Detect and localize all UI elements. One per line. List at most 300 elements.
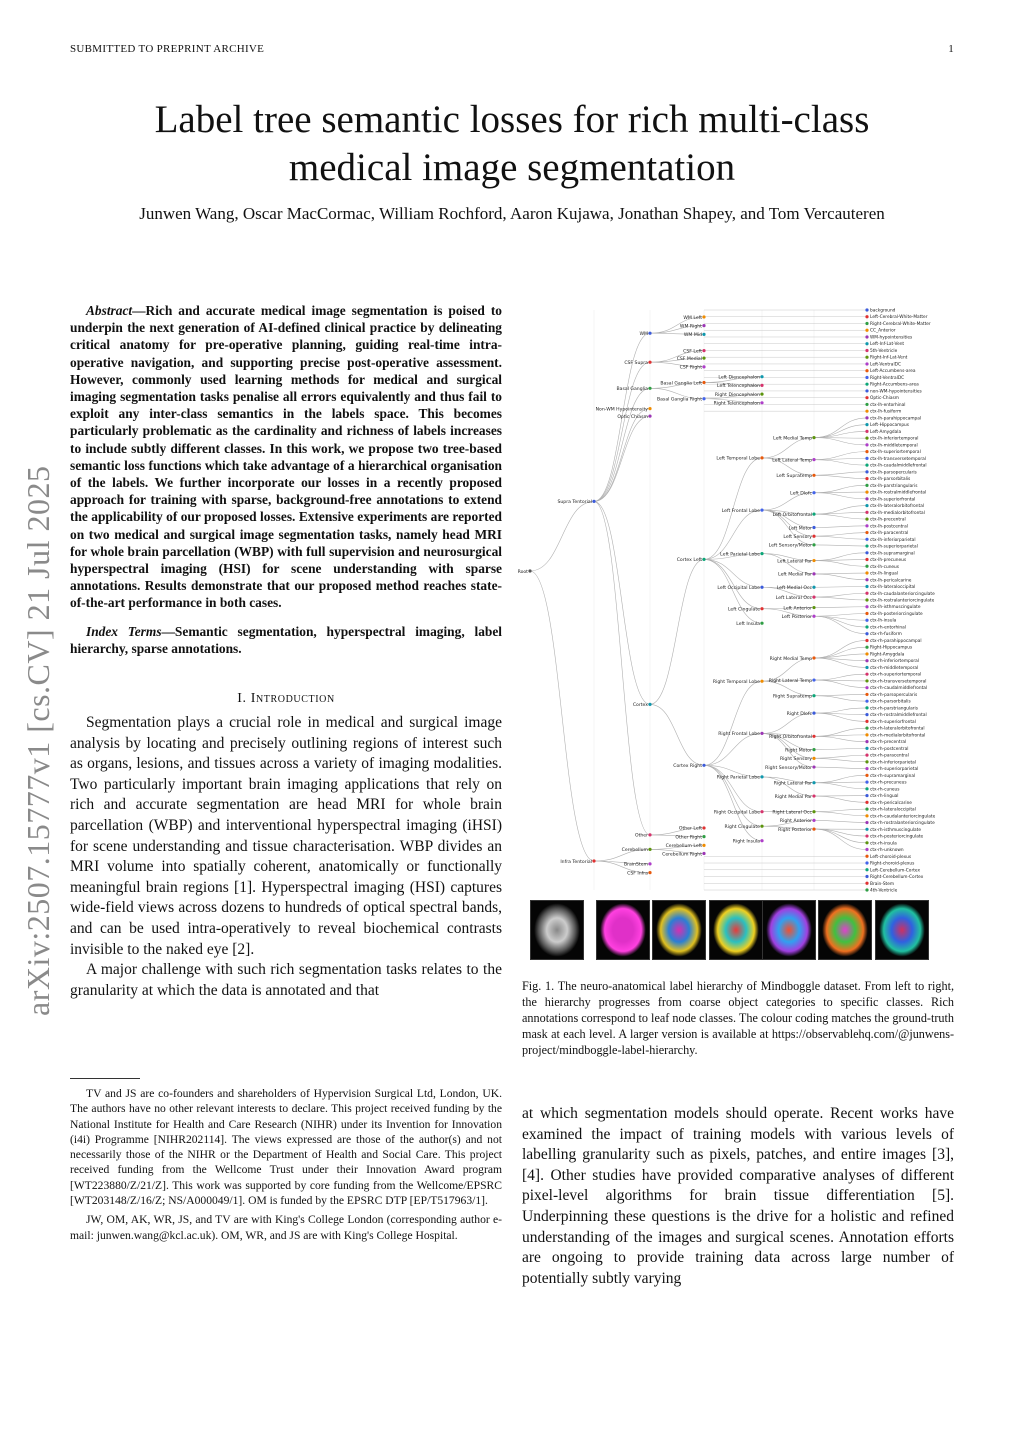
leaf-label: ctx-lh-pericalcarine: [870, 578, 912, 584]
node-label-level3: Cortex Right: [673, 764, 702, 770]
tree-node: [865, 700, 868, 703]
node-label-level4: Left Telencephalon: [717, 384, 760, 390]
tree-node: [865, 497, 868, 500]
tree-node: [865, 511, 868, 514]
node-label-level5: Right Medial Temp: [769, 656, 812, 662]
leaf-label: ctx-lh-paracentral: [870, 531, 909, 537]
leaf-label: ctx-lh-lingual: [870, 571, 898, 577]
node-label-level2: Non-WM Hypointensity: [595, 407, 648, 413]
leaf-label: ctx-rh-medialorbitofrontal: [870, 733, 926, 739]
tree-node: [702, 357, 705, 360]
leaf-label: ctx-lh-medialorbitofrontal: [870, 510, 925, 516]
tree-edge: [814, 829, 867, 849]
leaf-label: ctx-rh-superiorfrontal: [870, 719, 916, 725]
tree-edge: [594, 362, 650, 501]
leaf-label: ctx-lh-precuneus: [870, 558, 907, 564]
leaf-label: ctx-rh-entorhinal: [870, 625, 906, 631]
footnotes: [70, 1086, 502, 1243]
tree-node: [812, 543, 815, 546]
node-label-level5: Right Lateral Occ: [772, 810, 812, 816]
tree-edge: [814, 640, 867, 658]
node-label-level4: Right Insula: [732, 839, 760, 845]
tree-node: [865, 619, 868, 622]
node-label-level2: Other: [634, 833, 648, 839]
leaf-label: ctx-lh-posteriorcingulate: [870, 611, 923, 617]
leaf-label: ctx-rh-isthmuscingulate: [870, 827, 921, 833]
tree-edge: [814, 536, 867, 539]
figure-caption: Fig. 1. The neuro-anatomical label hierarchy of Mindboggle dataset. From left to right, the hierarchy progresses from coarse object categories to specific classes. Rich annotations correspond to leaf node classes. The colour coding matches the ground-truth mask at each level. A larger version is available at https://observablehq.com/@junwens-project/mindboggle-label-hierarchy.: [522, 979, 954, 1057]
tree-edge: [814, 506, 867, 515]
leaf-label: ctx-lh-cuneus: [870, 564, 900, 570]
arxiv-stamp: arXiv:2507.15777v1 [cs.CV] 21 Jul 2025: [20, 465, 56, 1016]
leaf-label: non-WM-hypointensities: [870, 389, 922, 395]
tree-node: [865, 558, 868, 561]
tree-node: [702, 852, 705, 855]
tree-node: [702, 835, 705, 838]
node-label-level5: Left Sensory: [783, 535, 812, 540]
leaf-label: Right-Hippocampus: [870, 645, 913, 651]
tree-node: [865, 342, 868, 345]
tree-node: [865, 780, 868, 783]
tree-edge: [530, 501, 594, 571]
leaf-label: ctx-lh-parsopercularis: [870, 470, 917, 476]
tree-node: [760, 384, 763, 387]
tree-edge: [814, 475, 867, 478]
brain-mask-thumbnail: [709, 900, 763, 960]
tree-node: [865, 774, 868, 777]
node-label-level3: Basal Ganglia Left: [660, 381, 702, 387]
tree-edge: [814, 485, 867, 492]
leaf-label: ctx-rh-caudalmiddlefrontal: [870, 686, 928, 692]
leaf-label: Left-Amygdala: [870, 429, 902, 435]
leaf-label: ctx-lh-superiorparietal: [870, 544, 918, 550]
tree-node: [812, 748, 815, 751]
tree-edge: [814, 574, 867, 580]
tree-node: [865, 760, 868, 763]
abstract: Abstract—Rich and accurate medical image segmentation is poised to underpin the next generation of AI-defined clinical practice by delineating critical anatomy for pre-operative planning, guiding real-time intra-operative navigation, and supporting precise post-operative assessment. However, commonly used learning methods for medical and surgical imaging segmentation tasks penalise all errors equivalently and thus fail to exploit any inter-class semantics in the labels space. This becomes particularly problematic as the cardinality and richness of labels increases to include subtly different classes. In this work, we propose two tree-based semantic loss functions which take advantage of a hierarchical organisation of the labels. We further incorporate our losses in a recently proposed approach for training with sparse, background-free annotations to extend the applicability of our proposed losses. Extensive experiments are reported on two medical and surgical image segmentation tasks, namely head MRI for whole brain parcellation (WBP) with full supervision and neurosurgical hyperspectral imaging (HSI) for scene understanding with sparse annotations. Results demonstrate that our proposed method reaches state-of-the-art performance in both cases.: [70, 303, 502, 611]
tree-edge: [814, 775, 867, 782]
leaf-label: ctx-lh-isthmuscingulate: [870, 605, 921, 611]
tree-node: [528, 569, 531, 572]
leaf-label: Brain-Stem: [870, 881, 895, 887]
tree-edge: [814, 533, 867, 537]
intro-paragraph-1: Segmentation plays a crucial role in medical and surgical image analysis by locating and precisely outlining regions of interest such as organs, lesions, and tissues across a variety of imaging modalities. Two particularly important brain imaging applications that rely on rich and accurate segmentation are head MRI for whole brain parcellation (WBP) and interventional hyperspectral imaging (iHSI) for scene understanding and tissue characterisation. WBP divides an MRI volume into spatially coherent, anatomically or functionally meaningful brain regions [1]. Hyperspectral imaging (HSI) captures wide-field views across dozens to hundreds of optical spectral bands, and can be used intra-operatively to reveal biochemical contrasts invisible to the naked eye [2].: [70, 714, 502, 958]
leaf-label: 5th-Ventricle: [870, 348, 898, 354]
tree-node: [812, 794, 815, 797]
tree-edge: [704, 765, 762, 826]
node-label-level5: Left Lateral Temp: [772, 458, 812, 464]
leaf-label: ctx-lh-caudalmiddlefrontal: [870, 463, 927, 469]
tree-node: [812, 474, 815, 477]
node-label-level3: Cerebellum Right: [662, 852, 702, 858]
tree-node: [648, 862, 651, 865]
tree-node: [865, 754, 868, 757]
tree-node: [865, 855, 868, 858]
leaf-label: Left-Cerebral-White-Matter: [870, 315, 928, 321]
node-label-level4: Right Cingulate: [724, 825, 760, 830]
tree-edge: [814, 735, 867, 736]
tree-edge: [814, 493, 867, 499]
tree-node: [865, 787, 868, 790]
tree-node: [648, 387, 651, 390]
leaf-label: ctx-rh-insula: [870, 841, 897, 847]
node-label-level3: Basal Ganglia Right: [656, 397, 702, 403]
tree-node: [865, 861, 868, 864]
leaf-label: Right-Inf-Lat-Vent: [870, 355, 908, 361]
tree-node: [812, 810, 815, 813]
node-label-level4: Left Parietal Lobe: [720, 552, 760, 558]
leaf-label: ctx-rh-lingual: [870, 794, 899, 800]
tree-edge: [814, 597, 867, 600]
leaf-label: ctx-rh-inferiorparietal: [870, 760, 917, 766]
right-column: [522, 1104, 954, 1289]
tree-node: [865, 376, 868, 379]
tree-edge: [530, 571, 594, 861]
tree-node: [865, 565, 868, 568]
leaf-label: ctx-rh-fusiform: [870, 632, 902, 638]
leaf-label: ctx-lh-superiorfrontal: [870, 497, 916, 503]
node-label-level4: Left Diencephalon: [718, 375, 760, 381]
tree-node: [865, 875, 868, 878]
tree-node: [865, 841, 868, 844]
node-label-level2: Cerebellum: [621, 848, 648, 854]
tree-node: [865, 484, 868, 487]
tree-node: [865, 356, 868, 359]
tree-node: [865, 470, 868, 473]
tree-node: [865, 450, 868, 453]
node-label-level2: WM: [639, 332, 648, 337]
leaf-label: ctx-lh-supramarginal: [870, 551, 915, 557]
tree-node: [812, 572, 815, 575]
tree-node: [760, 401, 763, 404]
tree-node: [865, 571, 868, 574]
tree-node: [865, 801, 868, 804]
footnote-funding: TV and JS are co-founders and shareholders of Hypervision Surgical Ltd, London, UK. The authors have no other relevant interests to declare. This project received funding by the National Institute for Health and Care Research (NIHR) under its Invention for Innovation (i4i) Programme [NIHR202114]. The views expressed are those of the author(s) and not necessarily those of the NIHR or the Department of Health and Social Care. This project received funding from the Wellcome Trust under their Innovation Award program [WT223880/Z/21/Z]. This work was supported by core funding from the Wellcome/EPSRC [WT203148/Z/16/Z; NS/A000049/1]. OM is funded by the EPSRC DTP [EP/T517963/1].: [70, 1087, 502, 1208]
tree-edge: [814, 526, 867, 528]
brain-mask-strip: [530, 900, 930, 960]
leaf-label: Right-choroid-plexus: [870, 861, 915, 867]
tree-node: [865, 828, 868, 831]
tree-node: [702, 844, 705, 847]
node-label-level5: Left Medial Par: [778, 572, 812, 578]
tree-node: [812, 491, 815, 494]
node-label-level2: CSF Infra: [627, 871, 648, 877]
tree-node: [702, 397, 705, 400]
leaf-label: ctx-rh-precuneus: [870, 780, 907, 786]
tree-edge: [814, 783, 867, 789]
leaf-label: ctx-rh-supramarginal: [870, 773, 916, 779]
tree-node: [865, 416, 868, 419]
leaf-label: ctx-rh-cuneus: [870, 787, 900, 793]
tree-edge: [814, 573, 867, 574]
node-label-level5: Left Anterior: [783, 606, 812, 612]
tree-edge: [814, 613, 867, 616]
tree-edge: [814, 696, 867, 701]
leaf-label: Left-Inf-Lat-Vent: [870, 342, 905, 348]
tree-node: [865, 524, 868, 527]
tree-node: [648, 848, 651, 851]
node-label-level4: Right Occipital Lobe: [713, 810, 760, 816]
abstract-label: Abstract: [86, 303, 133, 318]
tree-node: [812, 678, 815, 681]
right-column-paragraph: at which segmentation models should operate. Recent works have examined the impact of training models with various levels of labelling granularity such as pixels, patches, and entire images [3], [4]. Other studies have provided comparative analyses of different pixel-level algorithms for brain tissue differentiation [5]. Underpinning these questions is the drive for a holistic and refined understanding of the images and surgical scenes. Annotation efforts are ongoing to provide training data across large number of potentially subtly varying: [522, 1105, 954, 1287]
tree-node: [702, 826, 705, 829]
tree-node: [865, 443, 868, 446]
leaf-label: ctx-lh-precentral: [870, 517, 906, 523]
tree-node: [812, 526, 815, 529]
leaf-label: ctx-rh-parstriangularis: [870, 706, 918, 712]
tree-edge: [814, 616, 867, 627]
leaf-label: ctx-lh-rostralanteriorcingulate: [870, 598, 935, 604]
tree-node: [865, 720, 868, 723]
tree-edge: [814, 736, 867, 741]
tree-edge: [814, 694, 867, 695]
leaf-label: ctx-rh-posteriorcingulate: [870, 834, 924, 840]
tree-edge: [814, 829, 867, 836]
tree-edge: [814, 755, 867, 758]
tree-node: [865, 349, 868, 352]
title-line-2: medical image segmentation: [288, 146, 736, 189]
tree-node: [865, 362, 868, 365]
tree-node: [865, 814, 868, 817]
tree-node: [865, 410, 868, 413]
page-number: 1: [948, 43, 954, 55]
tree-node: [812, 819, 815, 822]
tree-node: [865, 585, 868, 588]
section-number: I.: [237, 691, 247, 707]
tree-node: [865, 706, 868, 709]
node-label-level4: Left Cingulate: [727, 607, 760, 613]
leaf-label: ctx-lh-inferiortemporal: [870, 436, 919, 442]
index-terms-text: Semantic segmentation, hyperspectral imaging, label hierarchy, sparse annotations.: [70, 623, 502, 656]
tree-node: [865, 308, 868, 311]
intro-paragraph-2: A major challenge with such rich segmentation tasks relates to the granularity at which the data is annotated and that: [70, 961, 502, 999]
tree-node: [865, 437, 868, 440]
tree-node: [865, 551, 868, 554]
leaf-label: ctx-rh-superiortemporal: [870, 672, 922, 678]
tree-node: [812, 586, 815, 589]
tree-node: [812, 535, 815, 538]
leaf-label: Right-VentralDC: [870, 375, 905, 381]
tree-node: [760, 552, 763, 555]
tree-node: [812, 735, 815, 738]
tree-node: [648, 871, 651, 874]
tree-node: [865, 686, 868, 689]
tree-node: [648, 361, 651, 364]
left-column: [70, 302, 502, 1001]
tree-edge: [814, 587, 867, 588]
tree-node: [865, 632, 868, 635]
tree-node: [865, 646, 868, 649]
tree-node: [865, 639, 868, 642]
tree-node: [865, 673, 868, 676]
tree-edge: [814, 809, 867, 812]
tree-node: [812, 828, 815, 831]
tree-node: [760, 509, 763, 512]
tree-node: [702, 324, 705, 327]
node-label-level4: Right Telencephalon: [713, 401, 760, 407]
leaf-label: Right-Amygdala: [870, 652, 905, 658]
tree-node: [865, 868, 868, 871]
tree-node: [865, 430, 868, 433]
tree-node: [812, 436, 815, 439]
tree-node: [760, 775, 763, 778]
tree-node: [865, 383, 868, 386]
tree-node: [812, 596, 815, 599]
leaf-label: ctx-lh-rostralmiddlefrontal: [870, 490, 927, 496]
tree-node: [760, 456, 763, 459]
tree-edge: [650, 704, 704, 765]
leaf-label: ctx-lh-superiortemporal: [870, 450, 921, 456]
tree-node: [865, 794, 868, 797]
footnote-rule: [70, 1078, 140, 1079]
node-label-level5: Right Lateral Par: [773, 781, 812, 787]
tree-node: [865, 423, 868, 426]
tree-node: [760, 622, 763, 625]
node-label-level2: BrainStem: [623, 862, 648, 868]
tree-node: [865, 625, 868, 628]
node-label-level4: Right Frontal Lobe: [718, 732, 760, 738]
tree-edge: [814, 561, 867, 567]
leaf-label: ctx-rh-rostralmiddlefrontal: [870, 713, 927, 719]
tree-node: [812, 694, 815, 697]
tree-node: [760, 680, 763, 683]
node-label-level5: Left Lateral Par: [777, 559, 812, 565]
brain-mask-thumbnail: [530, 900, 584, 960]
node-label-level5: Left Lateral Occ: [775, 595, 812, 601]
tree-node: [865, 733, 868, 736]
node-label-level3: WM Right: [679, 324, 702, 330]
tree-edge: [814, 767, 867, 769]
tree-edge: [704, 681, 762, 765]
label-hierarchy-figure: [517, 298, 954, 898]
node-label-level1: Infra Tentorial: [560, 859, 592, 865]
tree-edge: [814, 674, 867, 680]
tree-node: [865, 457, 868, 460]
tree-node: [648, 415, 651, 418]
tree-edge: [594, 416, 650, 501]
leaf-label: WM-hypointensities: [870, 335, 913, 341]
section-title: Introduction: [250, 691, 335, 707]
tree-node: [865, 888, 868, 891]
leaf-label: ctx-rh-lateralorbitofrontal: [870, 726, 925, 732]
tree-edge: [594, 409, 650, 502]
tree-node: [865, 477, 868, 480]
tree-node: [702, 349, 705, 352]
leaf-label: Left-choroid-plexus: [870, 854, 912, 860]
leaf-label: ctx-lh-postcentral: [870, 524, 908, 530]
leaf-label: ctx-lh-inferiorparietal: [870, 537, 916, 543]
node-label-level3: WM Mid: [683, 333, 702, 339]
brain-mask-thumbnail: [875, 900, 929, 960]
tree-edge: [814, 438, 867, 445]
tree-node: [702, 333, 705, 336]
tree-node: [865, 531, 868, 534]
tree-edge: [704, 765, 762, 811]
leaf-label: CC_Anterior: [870, 328, 896, 334]
leaf-label: 4th-Ventricle: [870, 888, 898, 894]
tree-node: [648, 407, 651, 410]
leaf-label: ctx-lh-parsorbitalis: [870, 477, 911, 483]
brain-mask-thumbnail: [762, 900, 816, 960]
tree-node: [702, 365, 705, 368]
brain-mask-thumbnail: [652, 900, 706, 960]
node-label-level5: Right Posterior: [778, 827, 812, 833]
node-label-level5: Left Motor: [788, 526, 812, 532]
node-label-level3: Other Left: [678, 826, 702, 832]
leaf-label: ctx-rh-rostralanteriorcingulate: [870, 821, 935, 827]
tree-node: [865, 490, 868, 493]
node-label-level2: Optic Chiasm: [617, 414, 648, 420]
node-label-level5: Right Sensory: [779, 757, 812, 763]
tree-node: [648, 703, 651, 706]
tree-node: [702, 558, 705, 561]
node-label-level5: Right Orbitofrontal: [769, 735, 812, 741]
node-label-level5: Right Anterior: [779, 819, 812, 825]
tree-node: [865, 652, 868, 655]
tree-node: [760, 607, 763, 610]
tree-node: [865, 315, 868, 318]
leaf-label: ctx-lh-fusiform: [870, 409, 902, 415]
leaf-label: ctx-rh-superiorparietal: [870, 767, 919, 773]
node-label-level2: Cortex: [632, 703, 648, 709]
node-label-root: Root: [517, 569, 528, 575]
node-label-level5: Right Motor: [785, 748, 812, 754]
tree-node: [865, 322, 868, 325]
leaf-label: Left-VentralDC: [870, 362, 901, 368]
leaf-label: ctx-rh-paracentral: [870, 753, 909, 759]
node-label-level3: CSF Left: [683, 349, 702, 355]
tree-node: [812, 656, 815, 659]
tree-node: [865, 882, 868, 885]
tree-node: [865, 538, 868, 541]
leaf-label: background: [870, 308, 896, 314]
leaf-label: ctx-lh-lateraloccipital: [870, 585, 916, 591]
tree-node: [865, 517, 868, 520]
tree-node: [865, 335, 868, 338]
tree-node: [865, 713, 868, 716]
tree-node: [865, 834, 868, 837]
tree-node: [865, 396, 868, 399]
leaf-label: ctx-rh-inferiortemporal: [870, 659, 919, 665]
tree-node: [865, 666, 868, 669]
index-terms: Index Terms—Semantic segmentation, hyperspectral imaging, label hierarchy, sparse annotations.: [70, 623, 502, 656]
node-label-level5: Right Medial Par: [774, 794, 812, 800]
leaf-label: ctx-lh-insula: [870, 618, 897, 624]
tree-edge: [594, 388, 650, 501]
tree-node: [702, 381, 705, 384]
tree-node: [865, 592, 868, 595]
tree-node: [865, 848, 868, 851]
tree-node: [865, 544, 868, 547]
leaf-label: ctx-rh-lateraloccipital: [870, 807, 916, 813]
leaf-label: ctx-lh-parahippocampal: [870, 416, 922, 422]
tree-node: [812, 781, 815, 784]
leaf-label: ctx-lh-transversetemporal: [870, 456, 926, 462]
tree-node: [865, 693, 868, 696]
tree-node: [865, 329, 868, 332]
tree-node: [812, 606, 815, 609]
tree-node: [760, 586, 763, 589]
tree-node: [812, 559, 815, 562]
tree-node: [812, 712, 815, 715]
tree-node: [702, 315, 705, 318]
tree-node: [760, 393, 763, 396]
leaf-label: ctx-lh-lateralorbitofrontal: [870, 504, 925, 510]
node-label-level5: Left Dlofc: [790, 491, 812, 497]
leaf-label: ctx-rh-parsorbitalis: [870, 699, 911, 705]
node-label-level5: Left Sensory/Motor: [768, 543, 812, 549]
